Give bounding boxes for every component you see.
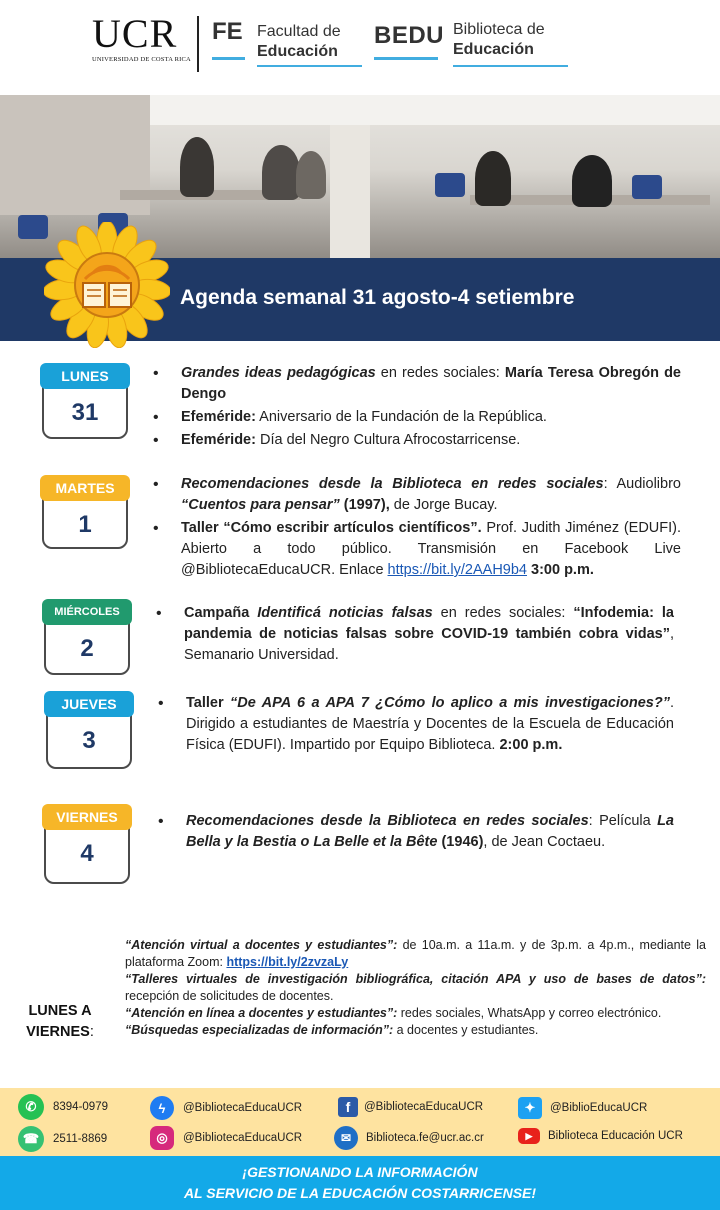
email-icon: ✉ (334, 1126, 358, 1150)
activity-item (158, 693, 674, 756)
photo-person (475, 151, 511, 206)
photo-person (180, 137, 214, 197)
activity-text: Aniversario de la Fundación de la República. (255, 409, 547, 425)
calendar-day-number: 31 (71, 399, 99, 426)
calendar-wednesday (44, 603, 130, 675)
twitter-icon: ✦ (518, 1097, 542, 1119)
activity-person: María Teresa Obregón de Dengo (181, 365, 681, 402)
photo-person (262, 145, 300, 200)
service-item (125, 1005, 706, 1022)
activity-text: de Jorge Bucay. (389, 497, 498, 513)
activity-text: : Película (588, 813, 658, 829)
activity-title: Recomendaciones desde la Biblioteca en redes sociales (186, 813, 589, 829)
service-text: de 10a.m. a 11a.m. y de 3p.m. a 4p.m., mediante la plataforma Zoom: (125, 938, 706, 969)
weekday-heading-line2: VIERNES (26, 1024, 90, 1040)
thursday-activities (158, 693, 674, 758)
fe-underline (212, 57, 245, 60)
messenger-icon: ϟ (150, 1096, 174, 1120)
activity-text: Prof. Judith Jiménez (EDUFI). Abierto a todo público. Transmisión en Facebook Live @BibliotecaEducaUCR. Enlace (181, 520, 682, 578)
activity-text: en redes sociales: (375, 365, 505, 381)
calendar-day-name: MIÉRCOLES (42, 599, 132, 625)
faculty-name (257, 22, 341, 62)
wednesday-activities (156, 603, 674, 668)
library-name-line2: Educación (453, 41, 534, 58)
twitter-contact[interactable] (518, 1097, 647, 1119)
calendar-thursday (46, 695, 132, 769)
film-title: La Bella y la Bestia o La Belle et la Bête (186, 813, 674, 850)
calendar-day-name: LUNES (40, 363, 130, 389)
activity-item (158, 811, 674, 853)
campaign-name: Identificá noticias falsas (257, 605, 433, 621)
activity-title: Recomendaciones desde la Biblioteca en redes sociales (181, 476, 604, 492)
service-label: “Atención en línea a docentes y estudiantes”: (125, 1006, 398, 1020)
calendar-day-number: 3 (82, 727, 96, 754)
faculty-name-line1: Facultad de (257, 23, 341, 40)
facebook-handle: @BibliotecaEducaUCR (364, 1101, 484, 1113)
photo-chair (632, 175, 662, 199)
header (0, 0, 720, 95)
whatsapp-contact[interactable] (18, 1094, 108, 1120)
activity-title: Grandes ideas pedagógicas (181, 365, 376, 381)
activity-item (156, 603, 674, 666)
sunflower-book-icon (44, 222, 170, 348)
weekday-heading (20, 1001, 100, 1043)
workshop-title: “De APA 6 a APA 7 ¿Cómo lo aplico a mis investigaciones?” (230, 695, 670, 711)
library-underline (453, 65, 568, 67)
activity-label: Campaña (184, 605, 258, 621)
activity-item (153, 518, 681, 581)
weekday-heading-line1: LUNES A (28, 1003, 92, 1019)
agenda-title: Agenda semanal 31 agosto-4 setiembre (180, 286, 575, 309)
activity-label: Taller (186, 695, 231, 711)
activity-text: en redes sociales: (432, 605, 574, 621)
activity-label: Efeméride: (181, 432, 256, 448)
activity-item (153, 430, 681, 451)
service-text: a docentes y estudiantes. (393, 1023, 539, 1037)
weekday-heading-colon: : (89, 1024, 94, 1040)
calendar-day-number: 2 (80, 635, 94, 662)
library-name-line1: Biblioteca de (453, 21, 545, 38)
instagram-contact[interactable] (150, 1126, 302, 1150)
calendar-day-name: MARTES (40, 475, 130, 501)
faculty-name-line2: Educación (257, 43, 338, 60)
ucr-logo-text: UCR (92, 11, 178, 56)
service-item (125, 971, 706, 1005)
calendar-day-number: 4 (80, 840, 94, 867)
activity-text: : Audiolibro (603, 476, 681, 492)
phone-contact[interactable] (18, 1126, 107, 1152)
youtube-contact[interactable] (518, 1128, 683, 1144)
calendar-monday (42, 367, 128, 439)
facebook-contact[interactable] (338, 1097, 483, 1117)
footer-slogan (0, 1156, 720, 1210)
monday-activities (153, 363, 681, 453)
ucr-logo (92, 11, 192, 63)
messenger-handle: @BibliotecaEducaUCR (183, 1102, 303, 1114)
photo-person (572, 155, 612, 207)
audiobook-title: “Cuentos para pensar” (181, 497, 340, 513)
audiobook-year: (1997), (339, 497, 390, 513)
email-contact[interactable] (334, 1126, 484, 1150)
activity-item (153, 407, 681, 428)
calendar-day-number: 1 (78, 511, 92, 538)
service-label: “Búsquedas especializadas de información”: (125, 1023, 394, 1037)
photo-person (296, 151, 326, 199)
messenger-contact[interactable] (150, 1096, 302, 1120)
photo-chair (435, 173, 465, 197)
photo-column (330, 125, 370, 260)
article-title: “Infodemia: la pandemia de noticias falsas sobre COVID-19 también cobra vidas” (184, 605, 674, 642)
phone-icon: ☎ (18, 1126, 44, 1152)
activity-item (153, 363, 681, 405)
footer-slogan-line1: ¡GESTIONANDO LA INFORMACIÓN (242, 1164, 478, 1180)
service-item (125, 1022, 706, 1039)
facebook-live-link[interactable]: https://bit.ly/2AAH9b4 (387, 562, 527, 578)
service-text: redes sociales, WhatsApp y correo electrónico. (397, 1006, 662, 1020)
weekday-services (125, 937, 706, 1039)
footer-slogan-line2: AL SERVICIO DE LA EDUCACIÓN COSTARRICENSE! (183, 1185, 537, 1201)
email-address: Biblioteca.fe@ucr.ac.cr (366, 1132, 484, 1144)
service-label: “Atención virtual a docentes y estudiantes”: (125, 938, 398, 952)
header-divider (197, 16, 199, 72)
faculty-underline (257, 65, 362, 67)
activity-text: . Dirigido a estudiantes de Maestría y Docentes de la Escuela de Educación Física (EDUFI). Impartido por Equipo Biblioteca. (186, 695, 675, 753)
friday-activities (158, 811, 674, 855)
calendar-day-name: VIERNES (42, 804, 132, 830)
activity-title: Taller “Cómo escribir artículos científicos”. (181, 520, 482, 536)
youtube-icon: ▶ (518, 1128, 540, 1144)
calendar-friday (44, 808, 130, 884)
bedu-logo: BEDU (374, 22, 445, 49)
service-item (125, 937, 706, 971)
facebook-icon: f (338, 1097, 358, 1117)
ucr-logo-subtitle: UNIVERSIDAD DE COSTA RICA (92, 56, 191, 63)
youtube-channel: Biblioteca Educación UCR (548, 1130, 683, 1142)
tuesday-activities (153, 474, 681, 583)
activity-text: , Semanario Universidad. (184, 626, 674, 663)
zoom-link[interactable]: https://bit.ly/2zvzaLy (226, 955, 349, 969)
calendar-tuesday (42, 479, 128, 549)
library-name (453, 20, 545, 60)
instagram-handle: @BibliotecaEducaUCR (183, 1132, 303, 1144)
whatsapp-icon: ✆ (18, 1094, 44, 1120)
instagram-icon: ◎ (150, 1126, 174, 1150)
calendar-day-name: JUEVES (44, 691, 134, 717)
activity-time: 2:00 p.m. (499, 737, 563, 753)
phone-number: 2511-8869 (53, 1133, 108, 1145)
activity-text: , de Jean Coctaeu. (483, 834, 606, 850)
activity-text: Día del Negro Cultura Afrocostarricense. (255, 432, 521, 448)
film-year: (1946) (437, 834, 484, 850)
service-label: “Talleres virtuales de investigación bibliográfica, citación APA y uso de bases de datos”: (125, 972, 706, 986)
fe-logo: FE (212, 18, 243, 45)
activity-item (153, 474, 681, 516)
bedu-underline (374, 57, 438, 60)
twitter-handle: @BiblioEducaUCR (550, 1102, 648, 1114)
activity-label: Efeméride: (181, 409, 256, 425)
activity-time: 3:00 p.m. (526, 562, 594, 578)
contacts-bar (0, 1088, 720, 1156)
whatsapp-number: 8394-0979 (53, 1101, 108, 1113)
service-text: recepción de solicitudes de docentes. (125, 989, 334, 1003)
